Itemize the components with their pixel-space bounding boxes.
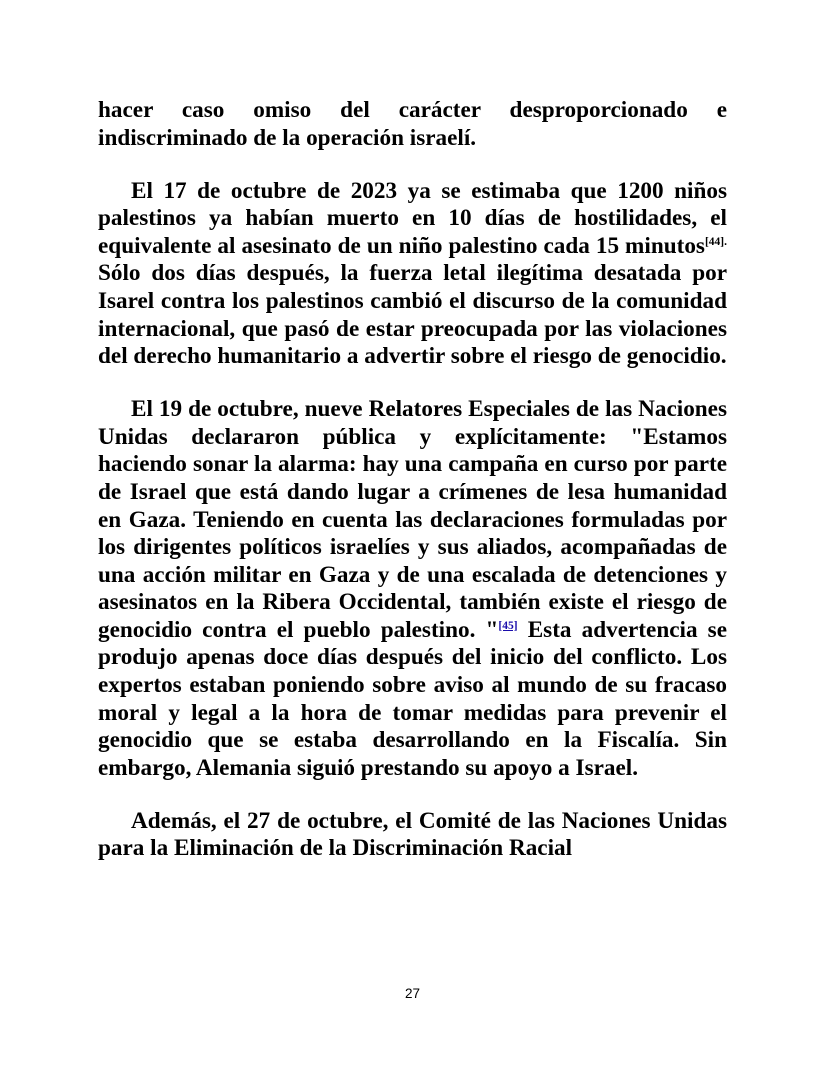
paragraph-continuation (98, 97, 727, 152)
page-number: 27 (404, 986, 421, 1001)
paragraph-text: Sólo dos días después, la fuerza letal ilegítima desatada por Isarel contra los palestinos cambió el discurso de la comunidad internacional, que pasó de estar preocupada por las violaciones del derecho humanitario a advertir sobre el riesgo de genocidio. (98, 260, 727, 370)
paragraph-text: Esta advertencia se produjo apenas doce días después del inicio del conflicto. Los expertos estaban poniendo sobre aviso al mundo de su fracaso moral y legal a la hora de tomar medidas para prevenir el genocidio que se estaba desarrollando en la Fiscalía. Sin embargo, Alemania siguió prestando su apoyo a Israel. (98, 616, 727, 781)
paragraph-text: El 17 de octubre de 2023 ya se estimaba que 1200 niños palestinos ya habían muerto en 10 días de hostilidades, el equivalente al asesinato de un niño palestino cada 15 minutos (98, 177, 727, 259)
paragraph-october-27 (98, 808, 727, 863)
footnote-link-45[interactable]: [45] (498, 619, 518, 632)
paragraph-text: Además, el 27 de octubre, el Comité de las Naciones Unidas para la Eliminación de la Discriminación Racial (98, 807, 727, 862)
paragraph-text: El 19 de octubre, nueve Relatores Especiales de las Naciones Unidas declararon pública y explícitamente: "Estamos haciendo sonar la alarma: hay una campaña en curso por parte de Israel que está dando lugar a crímenes de lesa humanidad en Gaza. Teniendo en cuenta las declaraciones formuladas por los dirigentes políticos israelíes y sus aliados, acompañadas de una acción militar en Gaza y de una escalada de detenciones y asesinatos en la Ribera Occidental, también existe el riesgo de genocidio contra el pueblo palestino. " (98, 396, 727, 643)
paragraph-october-17 (98, 178, 727, 371)
footnote-reference-44: [44]. (704, 235, 727, 248)
document-body (98, 97, 727, 863)
paragraph-text: hacer caso omiso del carácter desproporcionado e indiscriminado de la operación israelí. (98, 97, 727, 151)
paragraph-october-19 (98, 396, 727, 782)
